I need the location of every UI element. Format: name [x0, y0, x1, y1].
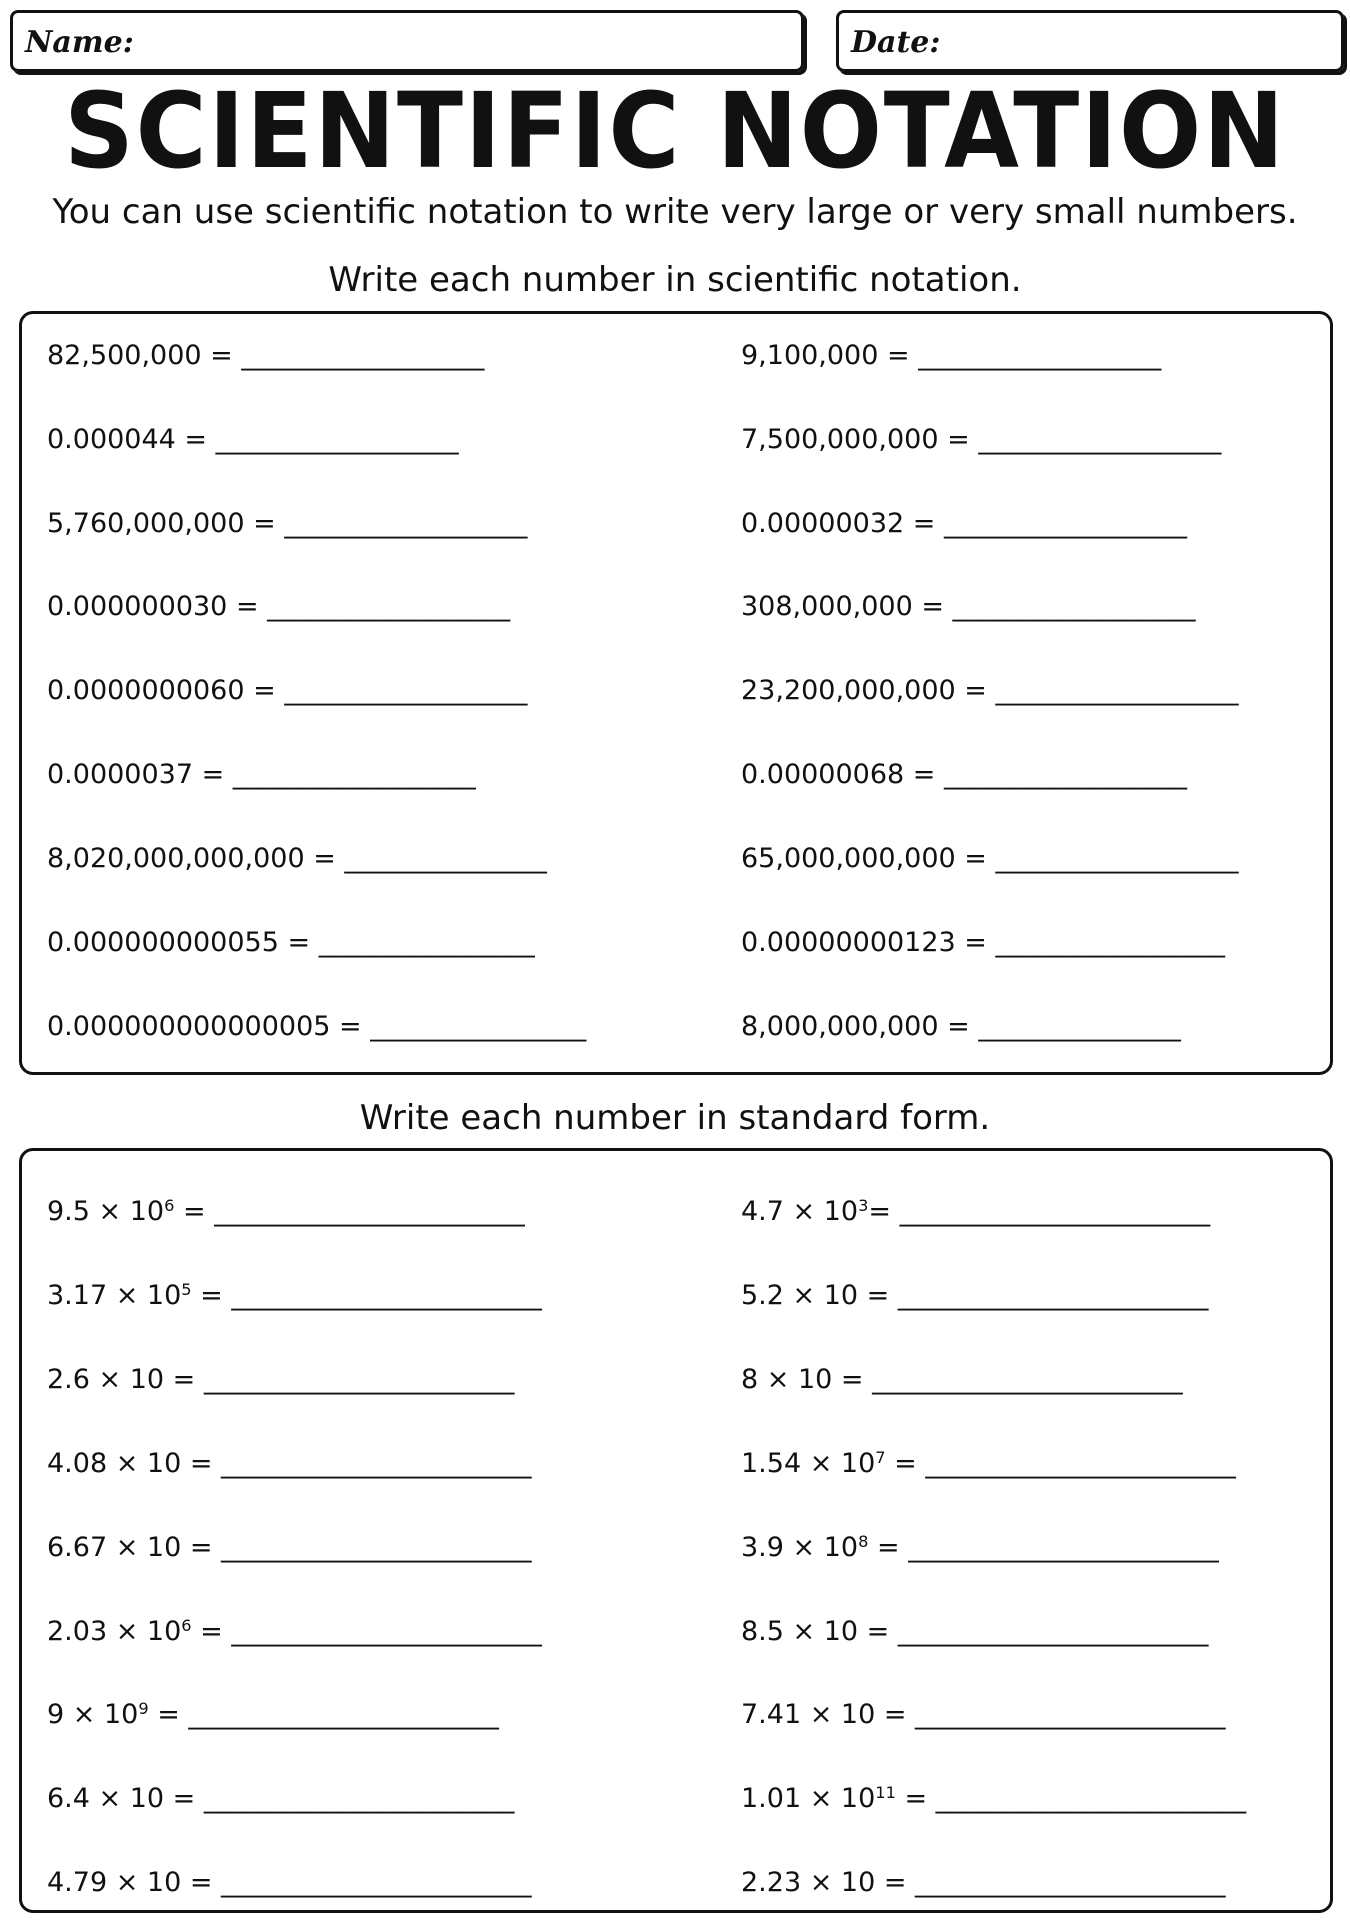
problem-base: 8.5 × 10	[741, 1616, 859, 1647]
answer-blank: = _______________________	[148, 1699, 499, 1730]
date-label: Date:	[851, 25, 941, 60]
name-label: Name:	[25, 25, 134, 60]
problem-base: 7.41 × 10	[741, 1699, 876, 1730]
standard-form-problem[interactable]	[47, 1531, 532, 1565]
problem-base: 9 × 10	[47, 1699, 139, 1730]
standard-form-problem[interactable]	[741, 1615, 1208, 1649]
page-subtitle: You can use scientific notation to write very large or very small numbers.	[52, 192, 1298, 232]
answer-blank: = _______________________	[868, 1196, 1211, 1227]
problem-exponent: 8	[858, 1532, 869, 1552]
answer-blank: = _______________________	[858, 1616, 1209, 1647]
answer-blank: = _______________________	[858, 1280, 1209, 1311]
problem-exponent: 5	[181, 1280, 192, 1300]
standard-form-problem[interactable]	[47, 1363, 514, 1397]
standard-form-problem[interactable]	[741, 1782, 1246, 1816]
answer-blank: = _______________________	[181, 1867, 532, 1898]
section2-panel	[19, 1148, 1333, 1913]
standard-form-problem[interactable]	[741, 1195, 1210, 1229]
answer-blank: = _______________________	[832, 1364, 1183, 1395]
problem-base: 8 × 10	[741, 1364, 833, 1395]
sci-notation-problem[interactable]: 8,000,000,000 = _______________	[741, 1011, 1181, 1042]
answer-blank: = _______________________	[875, 1867, 1226, 1898]
answer-blank: = _______________________	[895, 1783, 1247, 1814]
section2-instruction: Write each number in standard form.	[359, 1098, 991, 1138]
problem-base: 1.54 × 10	[741, 1448, 876, 1479]
sci-notation-problem[interactable]: 0.000000000055 = ________________	[47, 927, 535, 958]
standard-form-problem[interactable]	[741, 1698, 1226, 1732]
answer-blank: = _______________________	[875, 1699, 1226, 1730]
sci-notation-problem[interactable]: 5,760,000,000 = __________________	[47, 508, 528, 539]
section1-instruction: Write each number in scientific notation.	[328, 260, 1022, 300]
standard-form-problem[interactable]	[47, 1615, 542, 1649]
section1-panel	[19, 311, 1333, 1075]
standard-form-problem[interactable]	[47, 1279, 542, 1313]
answer-blank: = _______________________	[181, 1532, 532, 1563]
standard-form-problem[interactable]	[47, 1447, 532, 1481]
standard-form-problem[interactable]	[47, 1782, 514, 1816]
answer-blank: = _______________________	[181, 1448, 532, 1479]
sci-notation-problem[interactable]: 23,200,000,000 = __________________	[741, 675, 1239, 706]
sci-notation-problem[interactable]: 0.00000068 = __________________	[741, 759, 1187, 790]
sci-notation-problem[interactable]: 0.000044 = __________________	[47, 424, 459, 455]
problem-base: 9.5 × 10	[47, 1196, 165, 1227]
problem-base: 4.08 × 10	[47, 1448, 182, 1479]
standard-form-problem[interactable]	[741, 1531, 1219, 1565]
problem-exponent: 6	[164, 1196, 175, 1216]
problem-base: 6.4 × 10	[47, 1783, 165, 1814]
standard-form-problem[interactable]	[47, 1866, 532, 1900]
problem-exponent: 3	[858, 1196, 869, 1216]
sci-notation-problem[interactable]: 65,000,000,000 = __________________	[741, 843, 1239, 874]
sci-notation-problem[interactable]: 82,500,000 = __________________	[47, 340, 485, 371]
problem-base: 1.01 × 10	[741, 1783, 876, 1814]
answer-blank: = _______________________	[174, 1196, 525, 1227]
sci-notation-problem[interactable]: 9,100,000 = __________________	[741, 340, 1162, 371]
problem-base: 3.9 × 10	[741, 1532, 859, 1563]
standard-form-problem[interactable]	[47, 1195, 525, 1229]
standard-form-problem[interactable]	[47, 1698, 499, 1732]
answer-blank: = _______________________	[191, 1616, 542, 1647]
sci-notation-problem[interactable]: 308,000,000 = __________________	[741, 591, 1196, 622]
name-field[interactable]	[10, 10, 804, 72]
date-field[interactable]	[836, 10, 1344, 72]
page-title: SCIENTIFIC NOTATION	[64, 70, 1286, 192]
problem-base: 6.67 × 10	[47, 1532, 182, 1563]
problem-exponent: 11	[875, 1783, 896, 1803]
problem-base: 3.17 × 10	[47, 1280, 182, 1311]
problem-base: 2.23 × 10	[741, 1867, 876, 1898]
answer-blank: = _______________________	[885, 1448, 1236, 1479]
answer-blank: = _______________________	[868, 1532, 1219, 1563]
problem-base: 5.2 × 10	[741, 1280, 859, 1311]
standard-form-problem[interactable]	[741, 1866, 1226, 1900]
sci-notation-problem[interactable]: 0.00000032 = __________________	[741, 508, 1187, 539]
problem-exponent: 6	[181, 1616, 192, 1636]
sci-notation-problem[interactable]: 0.0000037 = __________________	[47, 759, 476, 790]
problem-exponent: 9	[138, 1699, 149, 1719]
sci-notation-problem[interactable]: 0.000000030 = __________________	[47, 591, 511, 622]
standard-form-problem[interactable]	[741, 1447, 1236, 1481]
sci-notation-problem[interactable]: 7,500,000,000 = __________________	[741, 424, 1222, 455]
answer-blank: = _______________________	[164, 1783, 515, 1814]
problem-exponent: 7	[875, 1448, 886, 1468]
standard-form-problem[interactable]	[741, 1279, 1208, 1313]
answer-blank: = _______________________	[191, 1280, 542, 1311]
sci-notation-problem[interactable]: 0.0000000060 = __________________	[47, 675, 528, 706]
problem-base: 2.03 × 10	[47, 1616, 182, 1647]
sci-notation-problem[interactable]: 8,020,000,000,000 = _______________	[47, 843, 547, 874]
problem-base: 4.7 × 10	[741, 1196, 859, 1227]
sci-notation-problem[interactable]: 0.000000000000005 = ________________	[47, 1011, 587, 1042]
sci-notation-problem[interactable]: 0.00000000123 = _________________	[741, 927, 1226, 958]
standard-form-problem[interactable]	[741, 1363, 1183, 1397]
problem-base: 4.79 × 10	[47, 1867, 182, 1898]
answer-blank: = _______________________	[164, 1364, 515, 1395]
problem-base: 2.6 × 10	[47, 1364, 165, 1395]
